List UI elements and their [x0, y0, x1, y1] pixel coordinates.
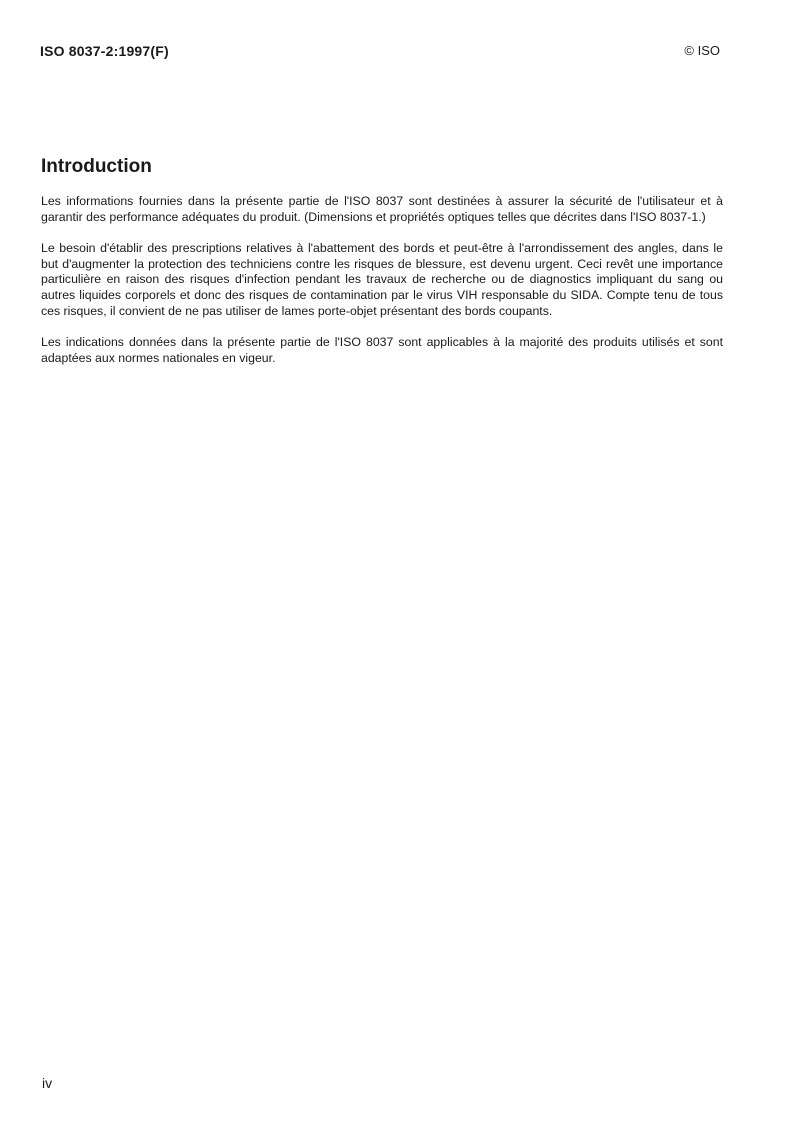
section-title: Introduction — [41, 156, 152, 177]
page-number: iv — [42, 1075, 53, 1091]
paragraph-1: Les informations fournies dans la présente partie de l'ISO 8037 sont destinées à assurer la sécurité de l'utilisateur et à garantir des performance adéquates du produit. (Dimensions et propriétés optiques telles que décrites dans l'ISO 8037-1.) — [41, 194, 723, 224]
paragraph-2: Le besoin d'établir des prescriptions relatives à l'abattement des bords et peut-être à l'arrondissement des angles, dans le but d'augmenter la protection des techniciens contre les risques de blessure, est devenu urgent. Ceci revêt une importance particulière en raison des risques d'infection pendant les travaux de recherche ou de diagnostics impliquant du sang ou autres liquides corporels et donc des risques de contamination par le virus VIH responsable du SIDA. Compte tenu de tous ces risques, il convient de ne pas utiliser de lames porte-objet présentant des bords coupants. — [41, 241, 723, 318]
paragraph-3: Les indications données dans la présente partie de l'ISO 8037 sont applicables à la majorité des produits utilisés et sont adaptées aux normes nationales en vigeur. — [41, 335, 723, 365]
document-identifier: ISO 8037-2:1997(F) — [40, 43, 169, 59]
section-body — [41, 194, 723, 382]
copyright-notice: © ISO — [684, 43, 720, 58]
